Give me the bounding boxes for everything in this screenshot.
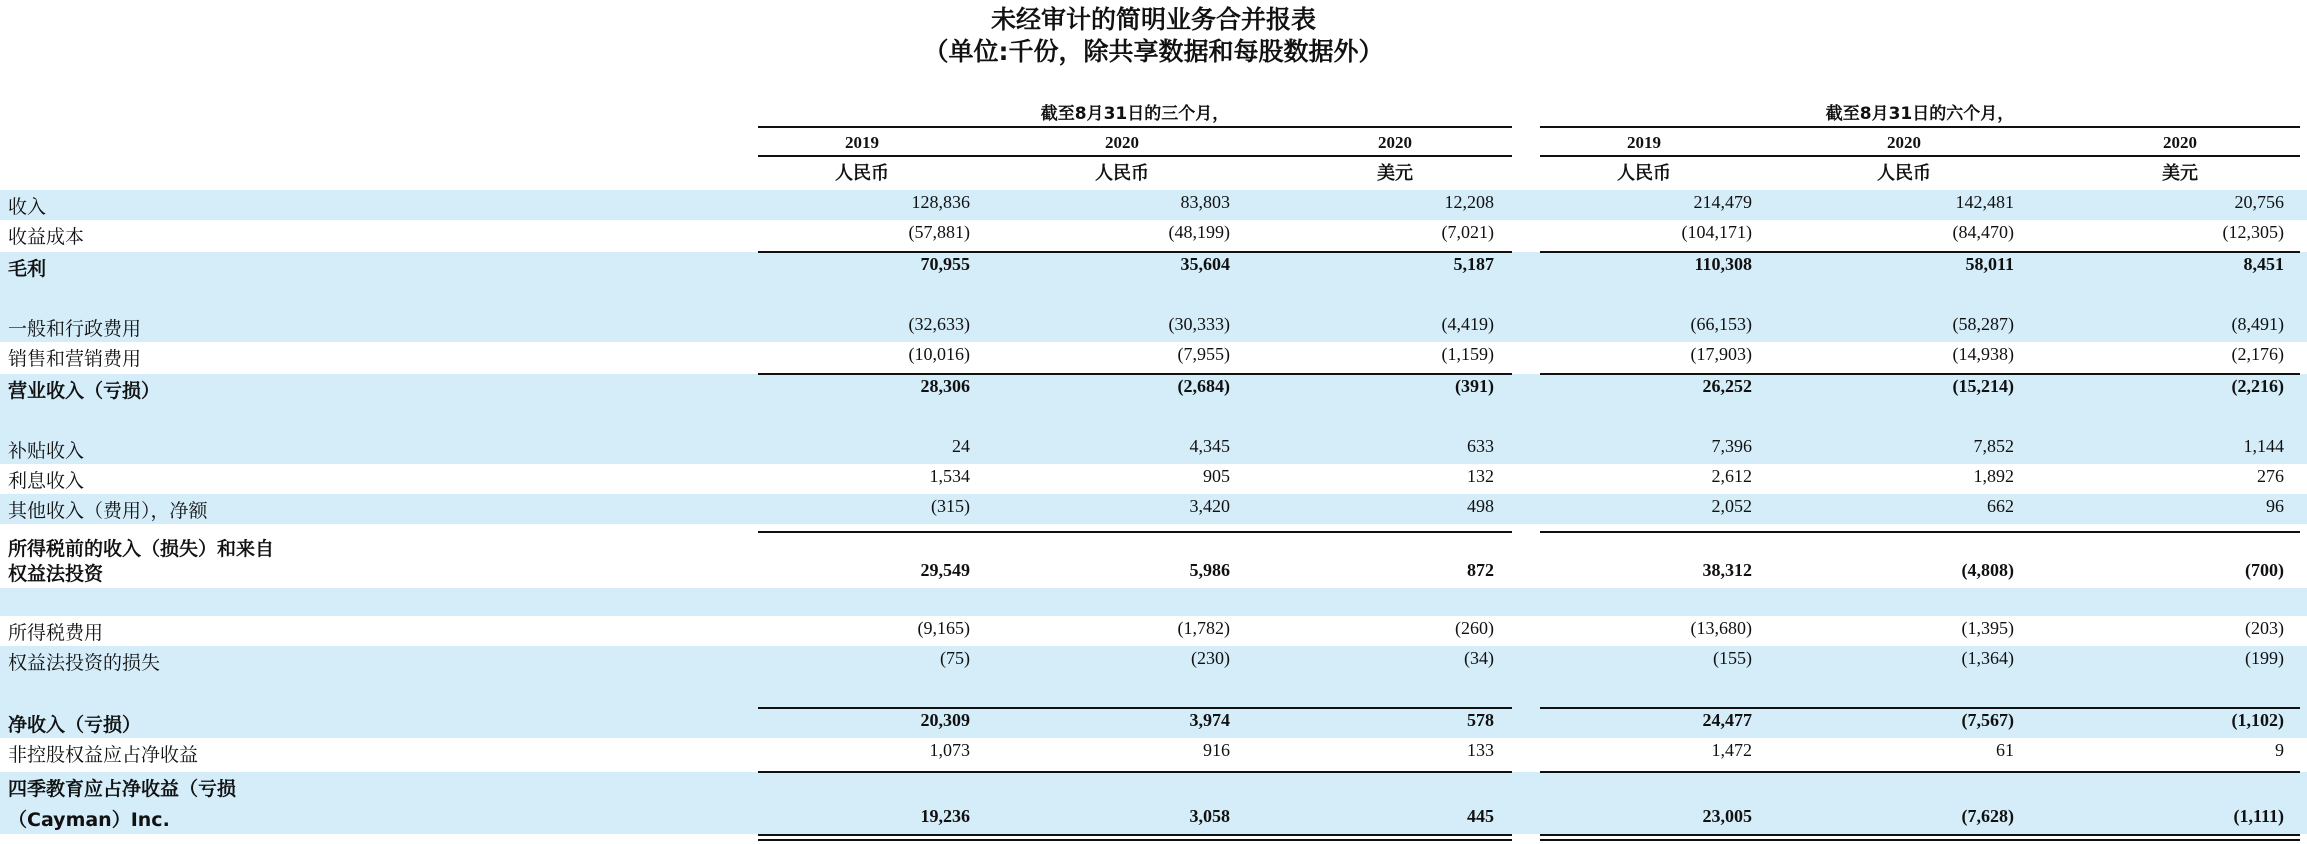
value-cell: 905 [1203, 466, 1230, 486]
row-label: 销售和营销费用 [8, 348, 142, 370]
value-cell: (66,153) [1690, 314, 1752, 334]
subtotal-rule [1540, 531, 2300, 533]
value-cell: (104,171) [1681, 222, 1752, 242]
row-label: 一般和行政费用 [8, 318, 142, 340]
row-label: 营业收入（亏损） [8, 380, 161, 402]
subtotal-rule [758, 771, 1512, 773]
value-cell: 24,477 [1702, 710, 1752, 730]
subtotal-rule [758, 531, 1512, 533]
value-cell: (230) [1191, 648, 1230, 668]
value-cell: (58,287) [1952, 314, 2014, 334]
value-cell: 5,187 [1453, 254, 1494, 274]
value-cell: (4,808) [1961, 560, 2014, 580]
table-row [0, 342, 2307, 372]
value-cell: 662 [1987, 496, 2014, 516]
currency-header: 人民币 [835, 163, 889, 184]
value-cell: 70,955 [920, 254, 970, 274]
currency-header: 人民币 [1095, 163, 1149, 184]
table-row [0, 434, 2307, 464]
value-cell: (1,395) [1961, 618, 2014, 638]
value-cell: 133 [1467, 740, 1494, 760]
value-cell: 8,451 [2243, 254, 2284, 274]
value-cell: (4,419) [1441, 314, 1494, 334]
row-label: 所得税费用 [8, 622, 104, 644]
table-row [0, 190, 2307, 220]
spacer-band [0, 404, 2307, 434]
table-row [0, 646, 2307, 676]
value-cell: (48,199) [1168, 222, 1230, 242]
value-cell: 3,058 [1189, 806, 1230, 826]
subtotal-rule [758, 707, 1512, 709]
row-label: 净收入（亏损） [8, 714, 142, 736]
value-cell: (199) [2245, 648, 2284, 668]
value-cell: (14,938) [1952, 344, 2014, 364]
subtotal-rule [758, 373, 1512, 375]
total-double-rule [1540, 834, 2300, 841]
table-row [0, 616, 2307, 646]
value-cell: 3,420 [1189, 496, 1230, 516]
spacer-band [0, 588, 2307, 616]
value-cell: (84,470) [1952, 222, 2014, 242]
report-title: 未经审计的简明业务合并报表 [990, 5, 1316, 34]
value-cell: (32,633) [908, 314, 970, 334]
value-cell: 28,306 [920, 376, 970, 396]
table-row [0, 252, 2307, 282]
table-row [0, 374, 2307, 404]
value-cell: 96 [2266, 496, 2284, 516]
value-cell: (7,567) [1961, 710, 2014, 730]
value-cell: 2,612 [1711, 466, 1752, 486]
table-row [0, 464, 2307, 494]
row-label: 毛利 [8, 258, 47, 280]
row-label: 所得税前的收入（损失）和来自 [8, 538, 275, 560]
value-cell: 128,836 [911, 192, 970, 212]
value-cell: 916 [1203, 740, 1230, 760]
value-cell: 35,604 [1180, 254, 1230, 274]
value-cell: 142,481 [1955, 192, 2014, 212]
table-row [0, 738, 2307, 768]
value-cell: (75) [940, 648, 970, 668]
value-cell: 1,144 [2243, 436, 2284, 456]
value-cell: 20,309 [920, 710, 970, 730]
group-header-six-months: 截至8月31日的六个月， [1540, 103, 2300, 128]
row-label: 收益成本 [8, 226, 85, 248]
value-cell: 5,986 [1189, 560, 1230, 580]
value-cell: 633 [1467, 436, 1494, 456]
value-cell: (1,102) [2231, 710, 2284, 730]
value-cell: 12,208 [1444, 192, 1494, 212]
value-cell: (12,305) [2222, 222, 2284, 242]
value-cell: 58,011 [1965, 254, 2014, 274]
value-cell: 3,974 [1189, 710, 1230, 730]
subtotal-rule [1540, 707, 2300, 709]
value-cell: (7,955) [1177, 344, 1230, 364]
table-row [0, 312, 2307, 342]
value-cell: (2,176) [2231, 344, 2284, 364]
value-cell: 132 [1467, 466, 1494, 486]
value-cell: (30,333) [1168, 314, 1230, 334]
table-row [0, 772, 2307, 834]
group-header-three-months: 截至8月31日的三个月， [758, 103, 1512, 128]
value-cell: 83,803 [1180, 192, 1230, 212]
value-cell: 578 [1467, 710, 1494, 730]
value-cell: (203) [2245, 618, 2284, 638]
value-cell: 20,756 [2234, 192, 2284, 212]
value-cell: 9 [2275, 740, 2284, 760]
row-label: 四季教育应占净收益（亏损 [8, 778, 237, 800]
value-cell: 26,252 [1702, 376, 1752, 396]
value-cell: (155) [1713, 648, 1752, 668]
spacer-band [0, 676, 2307, 708]
value-cell: 24 [952, 436, 970, 456]
value-cell: (260) [1455, 618, 1494, 638]
value-cell: 872 [1467, 560, 1494, 580]
row-label: 利息收入 [8, 470, 85, 492]
value-cell: (2,216) [2231, 376, 2284, 396]
value-cell: (7,021) [1441, 222, 1494, 242]
table-row [0, 708, 2307, 738]
row-label-continued: （Cayman）Inc. [8, 809, 170, 831]
currency-header: 人民币 [1617, 163, 1671, 184]
value-cell: (15,214) [1952, 376, 2014, 396]
total-double-rule [758, 834, 1512, 841]
currency-header: 人民币 [1877, 163, 1931, 184]
row-label: 收入 [8, 196, 47, 218]
value-cell: 7,852 [1973, 436, 2014, 456]
value-cell: 4,345 [1189, 436, 1230, 456]
table-row [0, 532, 2307, 588]
value-cell: (2,684) [1177, 376, 1230, 396]
subtotal-rule [758, 251, 1512, 253]
value-cell: 498 [1467, 496, 1494, 516]
year-header: 2020 [1748, 131, 2060, 157]
value-cell: 38,312 [1702, 560, 1752, 580]
report-subtitle: （单位:千份，除共享数据和每股数据外） [923, 37, 1384, 66]
value-cell: (10,016) [908, 344, 970, 364]
spacer-band [0, 282, 2307, 312]
year-header: 2020 [2060, 131, 2300, 157]
year-header: 2020 [1278, 131, 1512, 157]
value-cell: 19,236 [920, 806, 970, 826]
value-cell: (34) [1464, 648, 1494, 668]
value-cell: (1,159) [1441, 344, 1494, 364]
year-header: 2019 [758, 131, 966, 157]
value-cell: (315) [931, 496, 970, 516]
value-cell: 29,549 [920, 560, 970, 580]
row-label: 权益法投资的损失 [8, 652, 161, 674]
value-cell: 1,073 [929, 740, 970, 760]
row-label-continued: 权益法投资 [8, 563, 104, 585]
value-cell: (13,680) [1690, 618, 1752, 638]
value-cell: 445 [1467, 806, 1494, 826]
value-cell: 276 [2257, 466, 2284, 486]
currency-header: 美元 [2162, 163, 2198, 184]
value-cell: (17,903) [1690, 344, 1752, 364]
row-label: 非控股权益应占净收益 [8, 744, 199, 766]
subtotal-rule [1540, 251, 2300, 253]
row-label: 其他收入（费用），净额 [8, 500, 208, 522]
value-cell: (1,111) [2233, 806, 2284, 826]
value-cell: (1,364) [1961, 648, 2014, 668]
row-label: 补贴收入 [8, 440, 85, 462]
value-cell: (700) [2245, 560, 2284, 580]
value-cell: (57,881) [908, 222, 970, 242]
value-cell: (9,165) [917, 618, 970, 638]
table-row [0, 494, 2307, 524]
value-cell: (8,491) [2231, 314, 2284, 334]
value-cell: 214,479 [1693, 192, 1752, 212]
year-header: 2020 [966, 131, 1278, 157]
value-cell: 1,472 [1711, 740, 1752, 760]
value-cell: 1,892 [1973, 466, 2014, 486]
value-cell: 7,396 [1711, 436, 1752, 456]
subtotal-rule [1540, 373, 2300, 375]
value-cell: (7,628) [1961, 806, 2014, 826]
value-cell: 23,005 [1702, 806, 1752, 826]
table-row [0, 220, 2307, 250]
value-cell: 61 [1996, 740, 2014, 760]
subtotal-rule [1540, 771, 2300, 773]
currency-header: 美元 [1377, 163, 1413, 184]
value-cell: (391) [1455, 376, 1494, 396]
value-cell: 2,052 [1711, 496, 1752, 516]
value-cell: (1,782) [1177, 618, 1230, 638]
year-header: 2019 [1540, 131, 1748, 157]
value-cell: 1,534 [929, 466, 970, 486]
value-cell: 110,308 [1694, 254, 1752, 274]
